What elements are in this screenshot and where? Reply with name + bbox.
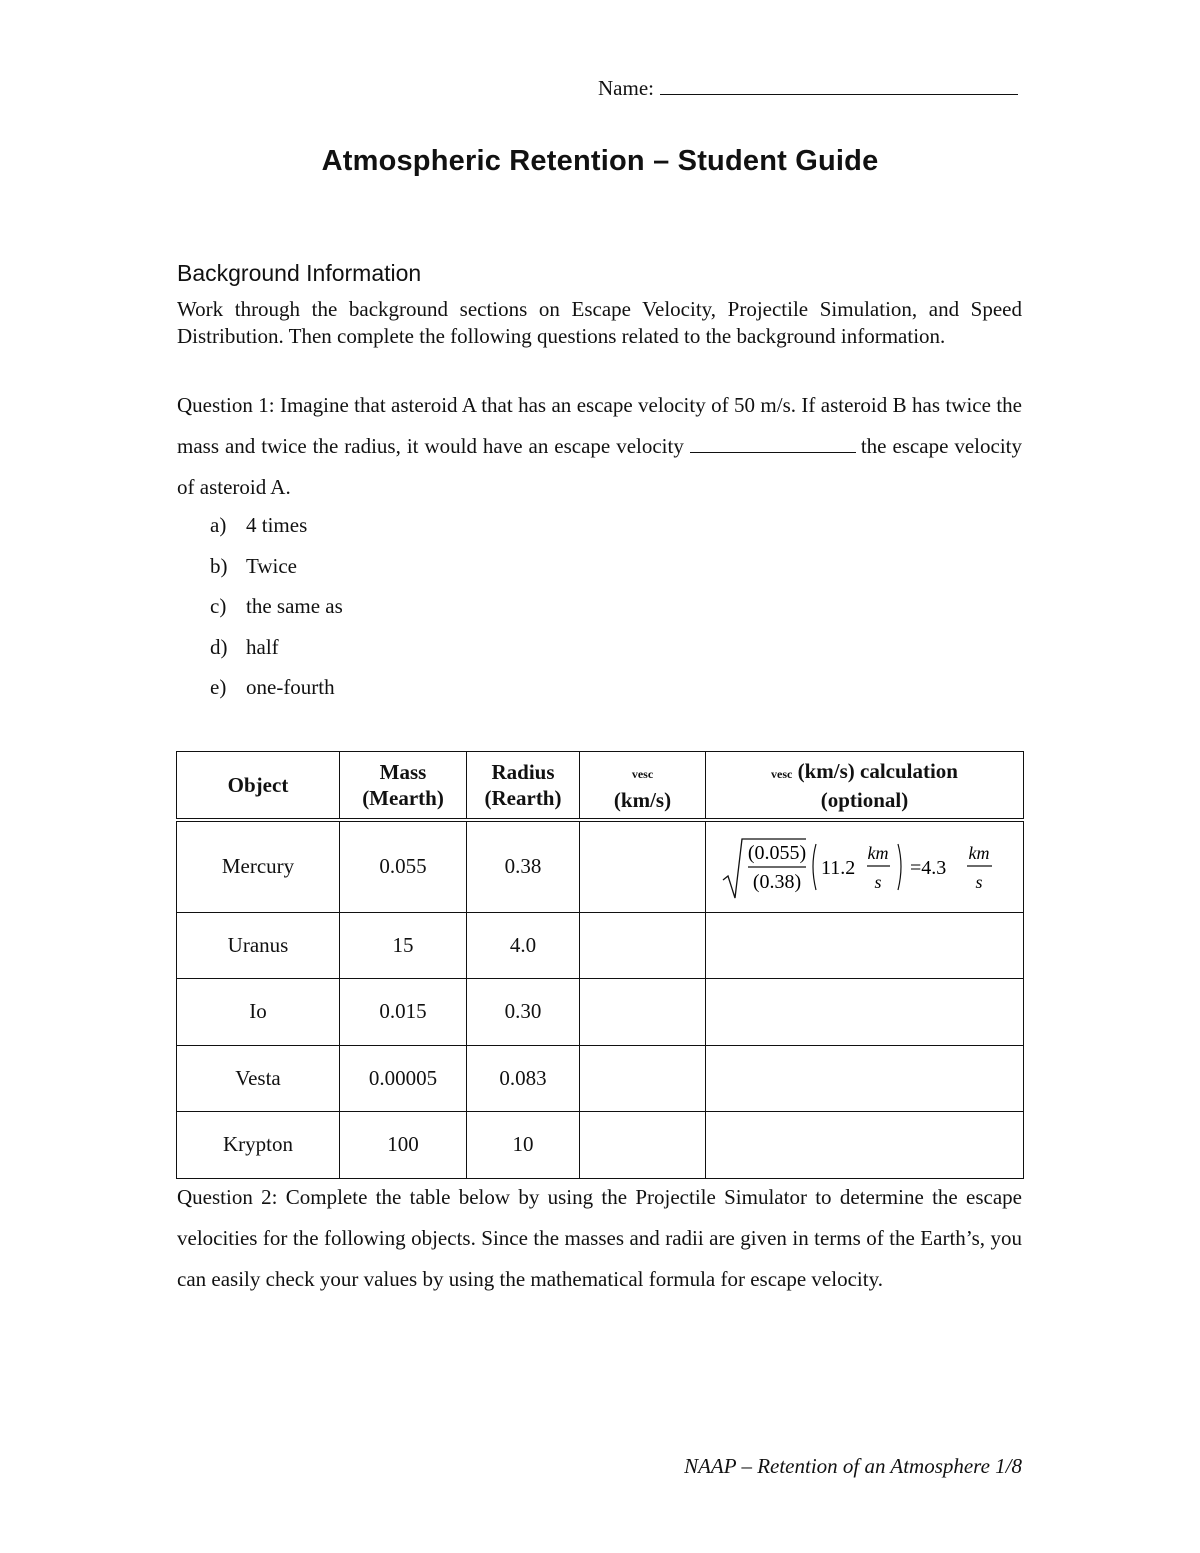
option-a[interactable]: a) 4 times	[210, 513, 308, 537]
cell-vesc-input[interactable]	[580, 978, 706, 1045]
header-radius: Radius (Rearth)	[467, 752, 580, 821]
table-row	[177, 820, 1024, 912]
svg-text:km: km	[968, 842, 989, 863]
name-label: Name:	[598, 76, 654, 100]
svg-text:11.2: 11.2	[820, 856, 855, 879]
page-footer: NAAP – Retention of an Atmosphere 1/8	[684, 1454, 1022, 1478]
cell-vesc-input[interactable]	[580, 912, 706, 978]
intro-paragraph: Work through the background sections on Escape Velocity, Projectile Simulation, and Speed Distribution. Then complete the following questions related to the background information.	[177, 297, 1022, 348]
table-row	[177, 912, 1024, 978]
escape-velocity-table	[176, 751, 1024, 1179]
cell-mass: 0.055	[340, 820, 467, 912]
cell-radius: 0.083	[467, 1045, 580, 1111]
cell-calculation[interactable]	[706, 1111, 1024, 1178]
escape-velocity-formula	[720, 832, 1010, 902]
header-object: Object	[177, 752, 340, 821]
cell-mass: 0.015	[340, 978, 467, 1045]
name-blank[interactable]	[660, 74, 1018, 95]
cell-mass: 15	[340, 912, 467, 978]
cell-object: Uranus	[177, 912, 340, 978]
svg-text:s: s	[873, 871, 882, 892]
cell-calculation[interactable]	[706, 1045, 1024, 1111]
cell-object: Mercury	[177, 820, 340, 912]
cell-object: Krypton	[177, 1111, 340, 1178]
page-title: Atmospheric Retention – Student Guide	[321, 145, 879, 177]
cell-vesc-input[interactable]	[580, 820, 706, 912]
cell-object: Vesta	[177, 1045, 340, 1111]
cell-vesc-input[interactable]	[580, 1111, 706, 1178]
cell-radius: 4.0	[467, 912, 580, 978]
header-mass: Mass (Mearth)	[340, 752, 467, 821]
option-c[interactable]: c) the same as	[210, 594, 343, 619]
svg-text:(0.38): (0.38)	[752, 870, 801, 893]
cell-mass: 0.00005	[340, 1045, 467, 1111]
table-row	[177, 1111, 1024, 1178]
cell-radius: 0.38	[467, 820, 580, 912]
question-1-blank[interactable]	[690, 432, 856, 453]
question-1-options	[210, 505, 343, 708]
svg-text:s: s	[974, 871, 983, 892]
option-e[interactable]: e) one-fourth	[210, 675, 335, 700]
question-1	[177, 385, 1022, 508]
table-row	[177, 1045, 1024, 1111]
cell-calculation[interactable]	[706, 820, 1024, 912]
header-vesc: vesc (km/s)	[580, 752, 706, 821]
cell-radius: 10	[467, 1111, 580, 1178]
option-d[interactable]: d) half	[210, 634, 279, 659]
cell-object: Io	[177, 978, 340, 1045]
cell-calculation[interactable]	[706, 912, 1024, 978]
svg-text:=4.3: =4.3	[909, 856, 946, 879]
name-field	[598, 74, 1018, 101]
cell-vesc-input[interactable]	[580, 1045, 706, 1111]
svg-text:(0.055): (0.055)	[747, 841, 806, 864]
header-calculation: vesc (km/s) calculation (optional)	[706, 752, 1024, 821]
table-header-row	[177, 752, 1024, 821]
section-heading: Background Information	[177, 260, 422, 286]
cell-radius: 0.30	[467, 978, 580, 1045]
question-2: Question 2: Complete the table below by using the Projectile Simulator to determine the escape velocities for the following objects. Since the masses and radii are given in terms of the Earth’s, you can easily check your values by using the mathematical formula for escape velocity.	[177, 1185, 1022, 1291]
question-1-text-end: the escape velocity of asteroid A.	[177, 434, 1023, 499]
question-1-text: Question 1: Imagine that asteroid A that has an escape velocity of 50 m/s. If asteroid B has twice the mass and twice the radius, it would have an escape velocity	[177, 393, 1022, 458]
svg-text:km: km	[867, 842, 888, 863]
option-b[interactable]: b) Twice	[210, 553, 298, 578]
table-row	[177, 978, 1024, 1045]
cell-calculation[interactable]	[706, 978, 1024, 1045]
cell-mass: 100	[340, 1111, 467, 1178]
